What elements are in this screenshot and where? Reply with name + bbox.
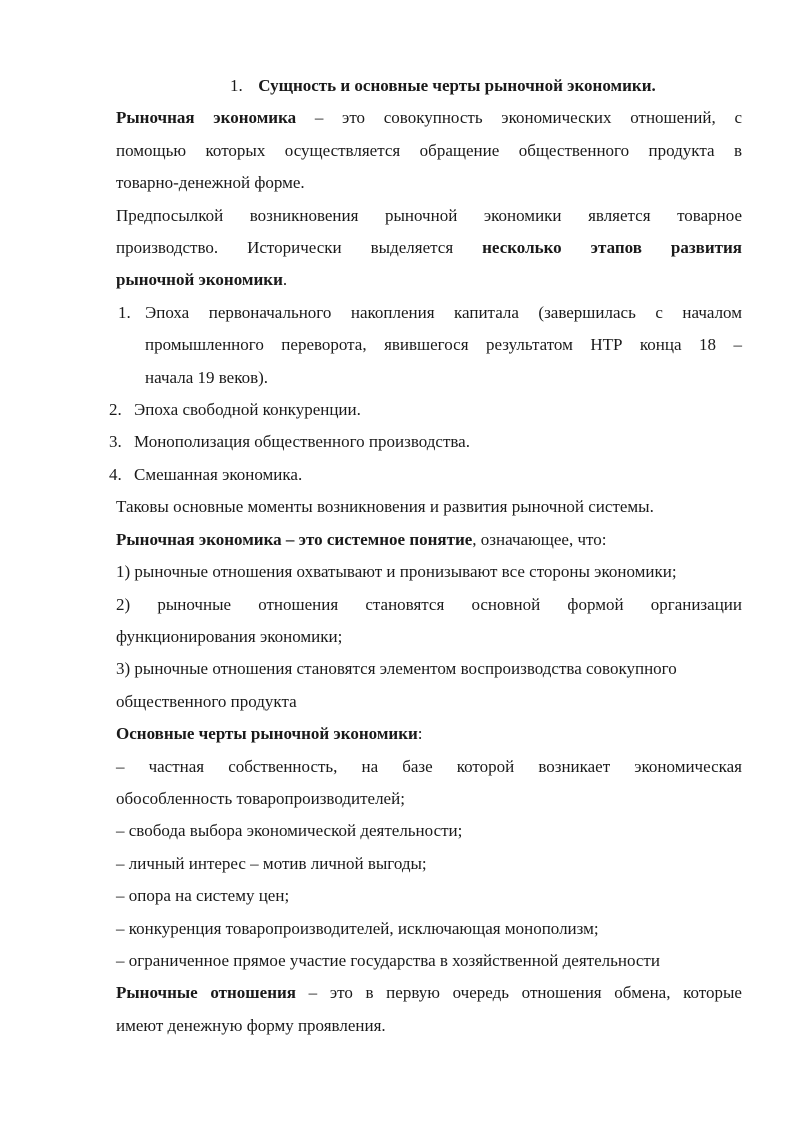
paragraph-line: производство. Исторически выделяется несколько этапов развития (116, 238, 743, 258)
list-number: 3. (109, 432, 122, 452)
list-number: 1. (118, 302, 131, 322)
feature-line: – конкуренция товаропроизводителей, исключающая монополизм; (116, 918, 599, 938)
section-title: Сущность и основные черты рыночной экономики. (258, 76, 656, 95)
list-item-text: Смешанная экономика. (134, 464, 303, 484)
list-item-text: Эпоха свободной конкуренции. (134, 400, 361, 420)
feature-line: – ограниченное прямое участие государства в хозяйственной деятельности (116, 950, 660, 970)
market-relations-definition: Рыночные отношения – это в первую очередь отношения обмена, которые имеют денежную форму проявления. (116, 977, 742, 1042)
list-item (116, 297, 742, 394)
concept-line: 3) рыночные отношения становятся элементом воспроизводства совокупного (116, 659, 677, 679)
feature-line: обособленность товаропроизводителей; (116, 788, 405, 808)
paragraph-line: рыночной экономики. (116, 270, 288, 290)
concept-line: общественного продукта (116, 691, 297, 711)
definition-text-line: – это совокупность экономических отношений, с (296, 108, 742, 128)
list-item (109, 394, 742, 426)
section-number: 1. (230, 76, 243, 95)
prerequisite-paragraph (116, 200, 742, 297)
market-economy-definition (116, 102, 742, 199)
definition-text-line: товарно-денежной форме. (116, 173, 305, 193)
concept-line: 2) рыночные отношения становятся основной формой организации (116, 594, 742, 614)
summary-paragraph: Таковы основные моменты возникновения и развития рыночной системы. (116, 497, 654, 517)
list-item-text: Монополизация общественного производства. (134, 432, 470, 452)
concept-line: 1) рыночные отношения охватывают и пронизывают все стороны экономики; (116, 562, 677, 582)
feature-line: – личный интерес – мотив личной выгоды; (116, 853, 427, 873)
concept-line: функционирования экономики; (116, 626, 343, 646)
list-item (109, 426, 742, 458)
relations-line: имеют денежную форму проявления. (116, 1015, 386, 1035)
system-concept-term: Рыночная экономика – это системное понятие (116, 529, 473, 549)
definition-term: Рыночная экономика (116, 108, 297, 128)
features-title: Основные черты рыночной экономики (116, 724, 418, 744)
features-section: Основные черты рыночной экономики: – частная собственность, на базе которой возникает экономическая обособленность товаропроизводителей; – свобода выбора экономической деятельности; – личный интерес – мотив личной выгоды; – опора на систему цен; – конкуренция товаропроизводителей, исключающая монополизм; – ограниченное прямое участие государства в хозяйственной деятельности (116, 718, 742, 977)
list-number: 4. (109, 464, 122, 484)
list-item-line: промышленного переворота, явившегося результатом НТР конца 18 – (145, 335, 742, 355)
document-body (109, 70, 743, 1042)
feature-line: – опора на систему цен; (116, 886, 290, 906)
paragraph-line: Предпосылкой возникновения рыночной экономики является товарное (116, 205, 742, 225)
list-item-line: начала 19 веков). (145, 367, 269, 387)
feature-line: – частная собственность, на базе которой возникает экономическая (116, 756, 742, 776)
system-concept-paragraph: Рыночная экономика – это системное понятие, означающее, что: 1) рыночные отношения охватывают и пронизывают все стороны экономики; 2) рыночные отношения становятся основной формой организации функционирования экономики; 3) рыночные отношения становятся элементом воспроизводства совокупного общественного продукта (116, 524, 742, 718)
list-item-line: Эпоха первоначального накопления капитала (завершилась с началом (145, 302, 742, 322)
list-item (109, 459, 742, 491)
list-number: 2. (109, 400, 122, 420)
feature-line: – свобода выбора экономической деятельности; (116, 821, 463, 841)
relations-term: Рыночные отношения (116, 983, 296, 1003)
section-heading (116, 70, 742, 102)
definition-text-line: помощью которых осуществляется обращение общественного продукта в (116, 140, 742, 160)
